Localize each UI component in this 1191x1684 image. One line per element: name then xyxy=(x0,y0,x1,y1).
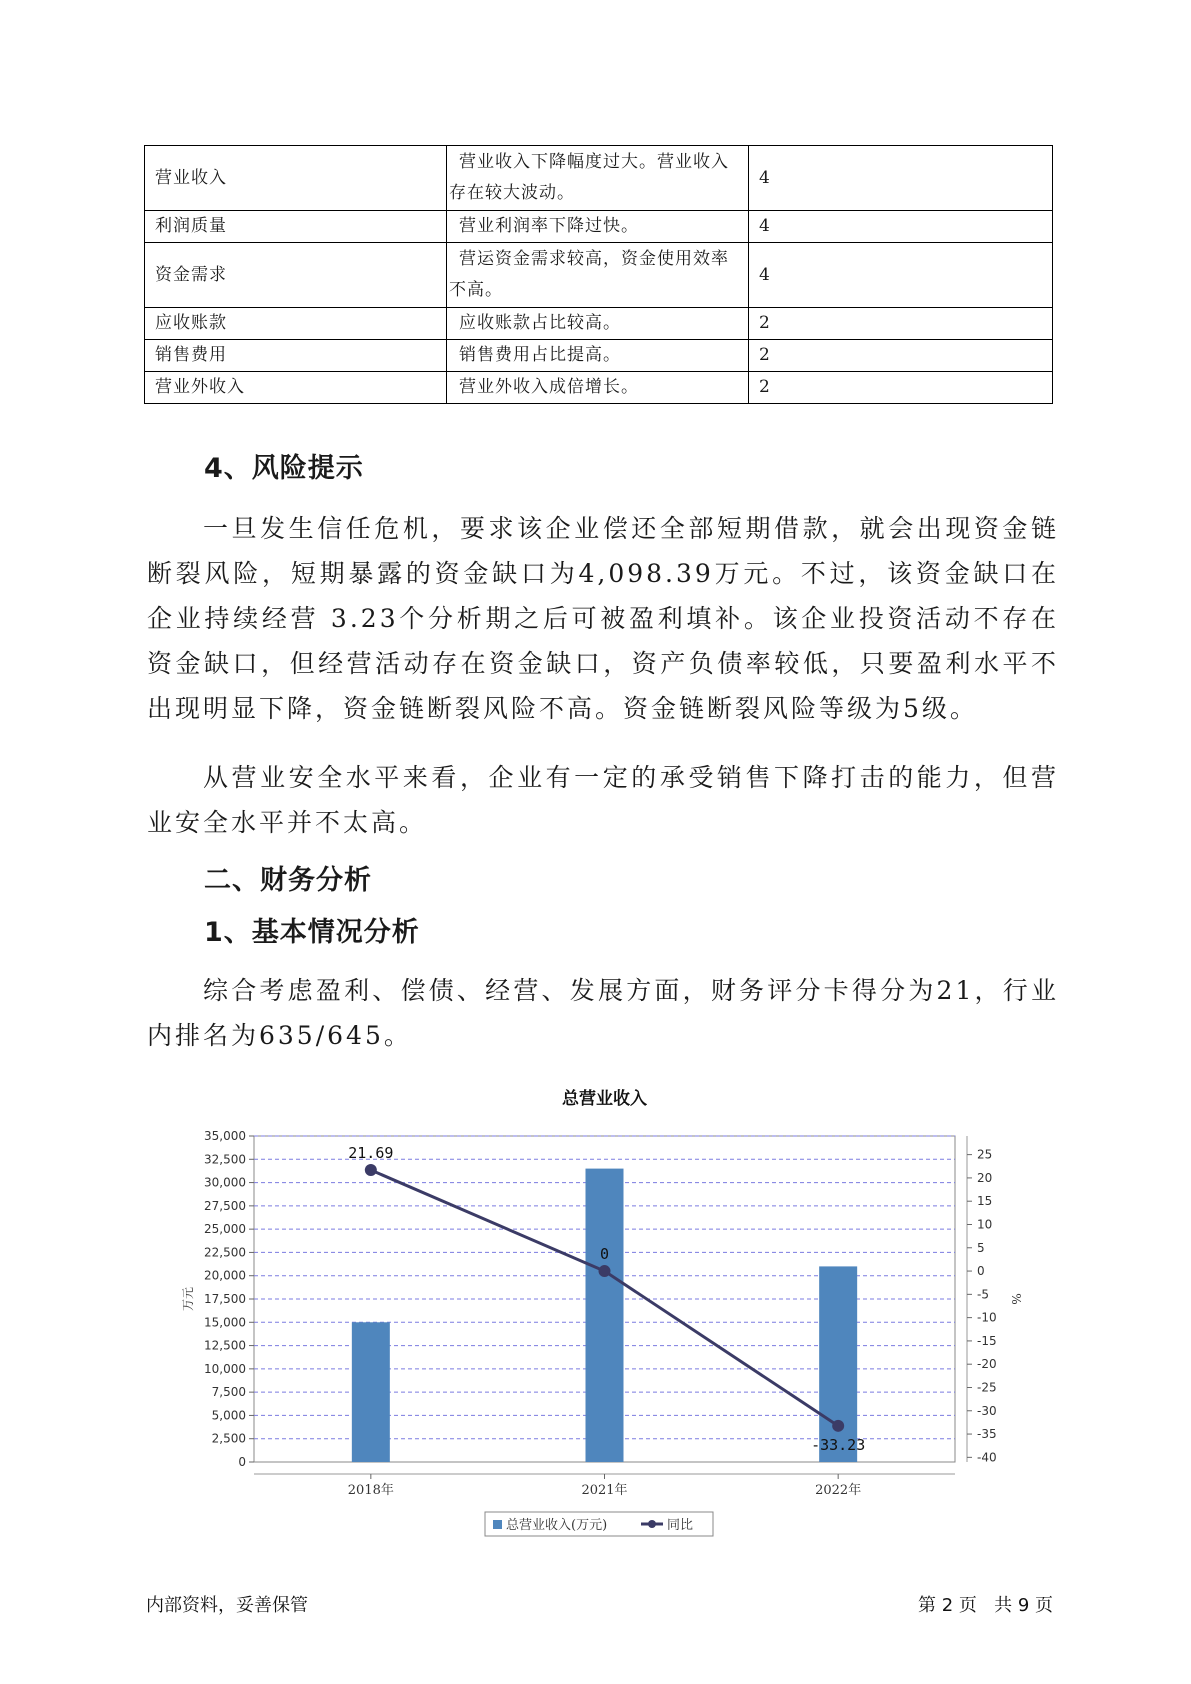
y-tick-label: 30,000 xyxy=(204,1175,246,1190)
y2-tick-label: -35 xyxy=(977,1427,997,1442)
y-tick-label: 27,500 xyxy=(204,1198,246,1213)
revenue-bar xyxy=(352,1322,390,1462)
risk-score: 4 xyxy=(749,243,1053,308)
y-tick-label: 12,500 xyxy=(204,1338,246,1353)
yoy-point xyxy=(599,1265,611,1277)
footer-page-number: 第 2 页 共 9 页 xyxy=(918,1595,1053,1616)
y-tick-label: 10,000 xyxy=(204,1361,246,1376)
table-row xyxy=(145,243,1053,308)
table-row xyxy=(145,372,1053,404)
yoy-data-label: 0 xyxy=(599,1245,610,1264)
y-tick-label: 2,500 xyxy=(211,1431,246,1446)
y-tick-label: 5,000 xyxy=(211,1408,246,1423)
risk-item: 资金需求 xyxy=(145,243,447,308)
y-tick-label: 35,000 xyxy=(204,1129,246,1143)
subsection-heading-basic: 1、基本情况分析 xyxy=(204,917,420,948)
yoy-point xyxy=(365,1164,377,1176)
x-tick-label: 2022年 xyxy=(815,1483,862,1498)
yoy-data-label: -33.23 xyxy=(811,1435,866,1454)
risk-item: 销售费用 xyxy=(145,340,447,372)
risk-desc: 销售费用占比提高。 xyxy=(447,340,749,372)
section-heading-finance: 二、财务分析 xyxy=(204,865,372,896)
risk-table xyxy=(144,145,1053,404)
risk-score: 2 xyxy=(749,340,1053,372)
y-tick-label: 15,000 xyxy=(204,1315,246,1330)
risk-score: 2 xyxy=(749,372,1053,404)
risk-score: 2 xyxy=(749,308,1053,340)
y-tick-label: 7,500 xyxy=(211,1385,246,1400)
risk-score: 4 xyxy=(749,211,1053,243)
y2-tick-label: -25 xyxy=(977,1380,997,1395)
y2-tick-label: -5 xyxy=(977,1287,989,1302)
risk-desc: 应收账款占比较高。 xyxy=(447,308,749,340)
y2-tick-label: -20 xyxy=(977,1357,997,1372)
y2-tick-label: 10 xyxy=(977,1217,993,1232)
y-tick-label: 17,500 xyxy=(204,1292,246,1306)
y-axis-label: 万元 xyxy=(181,1286,195,1312)
yoy-point xyxy=(832,1420,844,1432)
legend-line-label: 同比 xyxy=(667,1518,694,1533)
revenue-bar xyxy=(819,1266,857,1462)
section-heading-risk: 4、风险提示 xyxy=(204,453,364,484)
y2-tick-label: 25 xyxy=(977,1147,993,1162)
y2-tick-label: 0 xyxy=(977,1264,985,1279)
legend-line-marker xyxy=(648,1520,656,1528)
risk-desc: 营业利润率下降过快。 xyxy=(447,211,749,243)
risk-item: 营业收入 xyxy=(145,146,447,211)
finance-paragraph: 综合考虑盈利、偿债、经营、发展方面，财务评分卡得分为21，行业内排名为635/645。 xyxy=(147,976,1059,1050)
footer-confidential: 内部资料，妥善保管 xyxy=(146,1595,308,1616)
risk-desc: 营业收入下降幅度过大。营业收入存在较大波动。 xyxy=(447,146,749,211)
table-row xyxy=(145,308,1053,340)
y2-tick-label: -15 xyxy=(977,1333,997,1348)
risk-item: 应收账款 xyxy=(145,308,447,340)
table-row xyxy=(145,146,1053,211)
y2-tick-label: -10 xyxy=(977,1310,997,1325)
y2-tick-label: -40 xyxy=(977,1450,997,1465)
y-tick-label: 25,000 xyxy=(204,1222,246,1237)
risk-paragraph-1: 一旦发生信任危机，要求该企业偿还全部短期借款，就会出现资金链断裂风险，短期暴露的资金缺口为4,098.39万元。不过，该资金缺口在企业持续经营 3.23个分析期之后可被盈利填补。该企业投资活动不存在资金缺口，但经营活动存在资金缺口，资产负债率较低，只要盈利水平不出现明显下降，资金链断裂风险不高。资金链断裂风险等级为5级。 xyxy=(147,514,1059,723)
risk-desc: 营运资金需求较高，资金使用效率不高。 xyxy=(447,243,749,308)
table-row xyxy=(145,211,1053,243)
x-tick-label: 2021年 xyxy=(581,1483,628,1498)
chart-title: 总营业收入 xyxy=(562,1089,647,1109)
y-tick-label: 0 xyxy=(238,1455,246,1469)
y2-tick-label: -30 xyxy=(977,1403,997,1418)
x-tick-label: 2018年 xyxy=(347,1483,394,1498)
risk-desc: 营业外收入成倍增长。 xyxy=(447,372,749,404)
y2-axis-label: % xyxy=(1009,1293,1023,1305)
y-tick-label: 20,000 xyxy=(204,1268,246,1283)
y2-tick-label: 20 xyxy=(977,1170,993,1185)
legend-bar-label: 总营业收入(万元) xyxy=(506,1518,608,1533)
table-row xyxy=(145,340,1053,372)
y2-tick-label: 15 xyxy=(977,1194,993,1209)
risk-item: 营业外收入 xyxy=(145,372,447,404)
risk-score: 4 xyxy=(749,146,1053,211)
risk-item: 利润质量 xyxy=(145,211,447,243)
y-tick-label: 32,500 xyxy=(204,1152,246,1167)
y-tick-label: 22,500 xyxy=(204,1245,246,1260)
revenue-bar xyxy=(586,1169,624,1462)
legend-bar-swatch xyxy=(493,1520,502,1529)
y2-tick-label: 5 xyxy=(977,1240,985,1255)
risk-paragraph-2: 从营业安全水平来看，企业有一定的承受销售下降打击的能力，但营业安全水平并不太高。 xyxy=(147,763,1059,837)
yoy-data-label: 21.69 xyxy=(348,1144,394,1163)
revenue-chart xyxy=(160,1080,1040,1550)
